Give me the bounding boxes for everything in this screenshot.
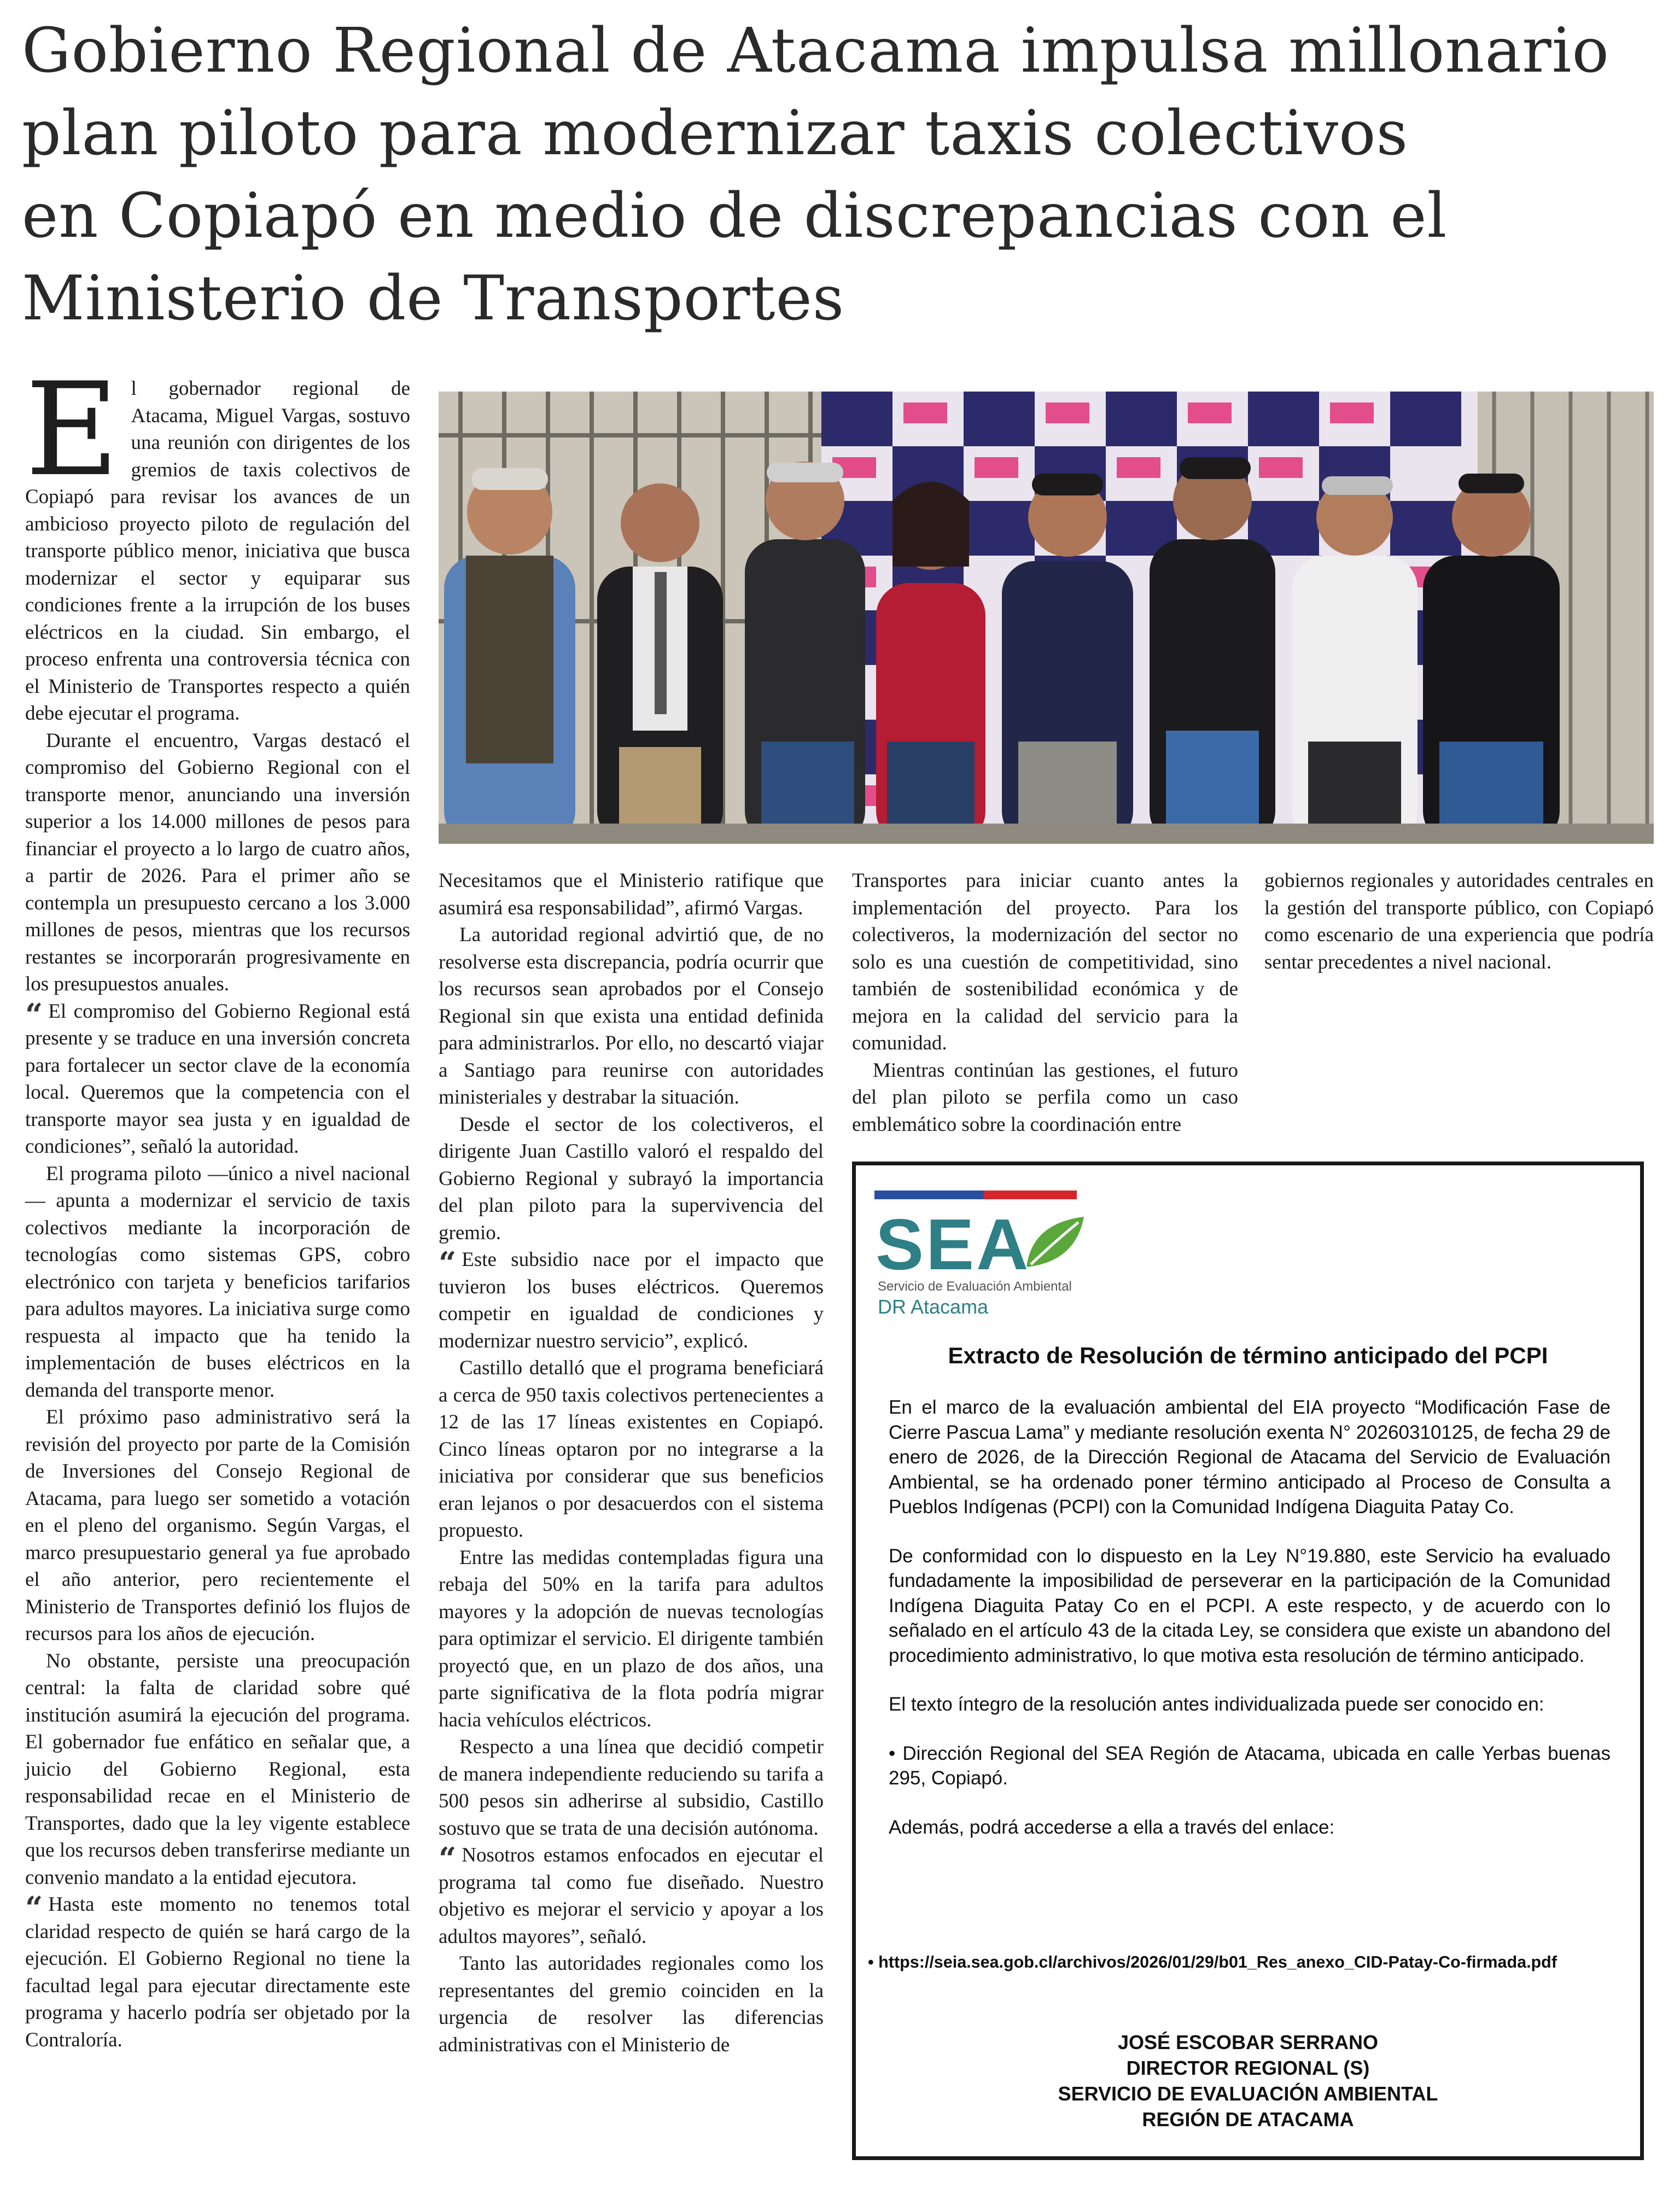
article-paragraph: Entre las medidas contempladas figura una rebaja del 50% en la tarifa para adultos mayores y la adopción de nuevas tecnologías para optimizar el servicio. El dirigente también proyectó que, en un plazo de dos años, una parte significativa de la flota podría migrar hacia vehículos eléctricos. xyxy=(439,1546,824,1731)
logo-region: DR Atacama xyxy=(878,1296,989,1318)
article-paragraph: Desde el sector de los colectiveros, el dirigente Juan Castillo valoró el respaldo del Gobierno Regional y subrayó la importancia del plan piloto para la supervivencia del gremio. xyxy=(439,1113,824,1244)
notice-paragraph: De conformidad con lo dispuesto en la Ley N°19.880, este Servicio ha evaluado fundadamente la imposibilidad de perseverar en la participación de la Comunidad Indígena Diaguita Patay Co en el PCPI. A este respecto, y de acuerdo con lo señalado en el artículo 43 de la citada Ley, se considera que existe un abandono del procedimiento administrativo, lo que motiva esta resolución de término anticipado. xyxy=(889,1545,1611,1666)
article-paragraph: Tanto las autoridades regionales como los representantes del gremio coinciden en la urgencia de resolver las diferencias administrativas con el Ministerio de xyxy=(439,1952,824,2056)
article-paragraph: La autoridad regional advirtió que, de no resolverse esta discrepancia, podría ocurrir que los recursos sean aprobados por el Consejo Regional sin que exista una entidad definida para administrarlos. Por ello, no descartó viajar a Santiago para reunirse con autoridades ministeriales y destrabar la situación. xyxy=(439,924,824,1108)
logo-stripe-blue xyxy=(874,1191,984,1199)
group-photo-illustration xyxy=(439,392,1654,844)
article-column-4 xyxy=(1264,867,1654,976)
article-paragraph: gobiernos regionales y autoridades centrales en la gestión del transporte público, con Copiapó como escenario de una experiencia que podría sentar precedentes a nivel nacional. xyxy=(1264,870,1654,973)
signature-org: SERVICIO DE EVALUACIÓN AMBIENTAL xyxy=(1058,2082,1438,2105)
signature-title: DIRECTOR REGIONAL (S) xyxy=(1126,2057,1370,2079)
notice-signature xyxy=(856,2029,1640,2132)
quote-mark-icon: “ xyxy=(439,1841,457,1877)
notice-paragraph: En el marco de la evaluación ambiental del EIA proyecto “Modificación Fase de Cierre Pascua Lama” y mediante resolución exenta N° 20260310125, de fecha 29 de enero de 2026, de la Dirección Regional de Atacama del Servicio de Evaluación Ambiental, se ha ordenado poner término anticipado al Proceso de Consulta a Pueblos Indígenas (PCPI) con la Comunidad Indígena Diaguita Patay Co. xyxy=(889,1397,1611,1518)
article-photo xyxy=(439,392,1654,844)
pull-quote: “ Hasta este momento no tenemos total claridad respecto de quién se hará cargo de la ejecución. El Gobierno Regional no tiene la facultad legal para ejecutar directamente este programa y hacerlo podría ser objetado por la Contraloría. xyxy=(25,1890,410,2051)
article-column-2 xyxy=(439,867,824,2058)
headline-line-3: en Copiapó en medio de discrepancias con el xyxy=(22,180,1448,252)
article-paragraph: Necesitamos que el Ministerio ratifique que asumirá esa responsabilidad”, afirmó Vargas. xyxy=(439,870,824,919)
notice-paragraph: El texto íntegro de la resolución antes individualizada puede ser conocido en: xyxy=(889,1694,1544,1715)
pull-quote: “ Este subsidio nace por el impacto que tuvieron los buses eléctricos. Queremos competir en igualdad de condiciones y modernizar nuestro servicio”, explicó. xyxy=(439,1245,824,1352)
article-column-1 xyxy=(25,355,410,2053)
logo-subtitle: Servicio de Evaluación Ambiental xyxy=(878,1279,1072,1294)
article-paragraph: El programa piloto —único a nivel nacional— apunta a modernizar el servicio de taxis colectivos mediante la incorporación de tecnologías como sistemas GPS, cobro electrónico con tarjeta y beneficios tarifarios para adultos mayores. La iniciativa surge como respuesta al impacto que ha tenido la implementación de buses eléctricos en la demanda del transporte menor. xyxy=(25,1162,410,1402)
notice-paragraph: Además, podrá accederse a ella a través del enlace: xyxy=(889,1816,1335,1838)
signature-name: JOSÉ ESCOBAR SERRANO xyxy=(1117,2031,1379,2053)
pull-quote: “ Nosotros estamos enfocados en ejecutar el programa tal como fue diseñado. Nuestro objetivo es mejorar el servicio y apoyar a los adultos mayores”, señaló. xyxy=(439,1841,824,1948)
notice-link[interactable]: • https://seia.sea.gob.cl/archivos/2026/01/29/b01_Res_anexo_CID-Patay-Co-firmada.pdf xyxy=(868,1953,1557,1971)
leaf-icon xyxy=(1021,1212,1087,1273)
signature-region: REGIÓN DE ATACAMA xyxy=(1142,2108,1354,2131)
headline-line-1: Gobierno Regional de Atacama impulsa millonario xyxy=(22,15,1609,86)
logo-stripe-red xyxy=(984,1191,1077,1199)
quote-mark-icon: “ xyxy=(25,996,43,1033)
article-paragraph: Mientras continúan las gestiones, el futuro del plan piloto se perfila como un caso emblemático sobre la coordinación entre xyxy=(852,1059,1238,1136)
article-paragraph: No obstante, persiste una preocupación central: la falta de claridad sobre qué institución asumirá la ejecución del programa. El gobernador fue enfático en señalar que, a juicio del Gobierno Regional, esta responsabilidad recae en el Ministerio de Transportes, dado que la ley vigente establece que los recursos deben transferirse mediante un convenio mandato a la entidad ejecutora. xyxy=(25,1649,410,1889)
sea-logo: SEA xyxy=(876,1204,1031,1285)
notice-title: Extracto de Resolución de término anticipado del PCPI xyxy=(948,1343,1548,1368)
article-paragraph: Respecto a una línea que decidió competir de manera independiente reduciendo su tarifa a 500 pesos sin adherirse al subsidio, Castillo sostuvo que se trata de una decisión autónoma. xyxy=(439,1736,824,1840)
quote-mark-icon: “ xyxy=(439,1245,457,1281)
article-paragraph: Transportes para iniciar cuanto antes la implementación del proyecto. Para los colectiveros, la modernización del sector no solo es una cuestión de competitividad, sino también de sostenibilidad económica y de mejora en la calidad del servicio para la comunidad. xyxy=(852,870,1238,1054)
notice-body xyxy=(889,1395,1611,1864)
article-column-3 xyxy=(852,867,1238,1138)
drop-cap: E xyxy=(25,355,119,505)
headline-line-2: plan piloto para modernizar taxis colectivos xyxy=(22,98,1409,169)
quote-mark-icon: “ xyxy=(25,1890,43,1926)
headline xyxy=(22,10,1657,340)
pull-quote: “ El compromiso del Gobierno Regional está presente y se traduce en una inversión concreta para fortalecer un sector clave de la economía local. Queremos que la competencia con el transporte mayor sea justa y en igualdad de condiciones”, señaló la autoridad. xyxy=(25,996,410,1158)
article-paragraph: El próximo paso administrativo será la revisión del proyecto por parte de la Comisión de Inversiones del Consejo Regional de Atacama, para luego ser sometido a votación en el pleno del organismo. Según Vargas, el marco presupuestario general ya fue aprobado el año anterior, pero recientemente el Ministerio de Transportes definió los flujos de recursos para los años de ejecución. xyxy=(25,1406,410,1645)
article-paragraph: Castillo detalló que el programa beneficiará a cerca de 950 taxis colectivos pertenecientes a 12 de las 17 líneas existentes en Copiapó. Cinco líneas optaron por no integrarse a la iniciativa por considerar que sus beneficios eran lejanos o por desacuerdos con el sistema propuesto. xyxy=(439,1357,824,1542)
article-paragraph: El gobernador regional de Atacama, Miguel Vargas, sostuvo una reunión con dirigentes de los gremios de taxis colectivos de Copiapó para revisar los avances de un ambicioso proyecto piloto de regulación del transporte público menor, iniciativa que busca modernizar el sector y equiparar sus condiciones frente a la irrupción de los buses eléctricos en la ciudad. Sin embargo, el proceso enfrenta una controversia técnica con el Ministerio de Transportes respecto a quién debe ejecutar el programa. xyxy=(25,355,410,725)
article-paragraph: Durante el encuentro, Vargas destacó el compromiso del Gobierno Regional con el transporte menor, anunciando una inversión superior a los 14.000 millones de pesos para financiar el proyecto a lo largo de cuatro años, a partir de 2026. Para el primer año se contempla un presupuesto cercano a los 3.000 millones de pesos, mientras que los recursos restantes se incorporarán progresivamente en los presupuestos anuales. xyxy=(25,729,410,995)
headline-line-4: Ministerio de Transportes xyxy=(22,263,845,334)
legal-notice-ad xyxy=(852,1162,1644,2160)
notice-paragraph: • Dirección Regional del SEA Región de Atacama, ubicada en calle Yerbas buenas 295, Copiapó. xyxy=(889,1742,1611,1789)
